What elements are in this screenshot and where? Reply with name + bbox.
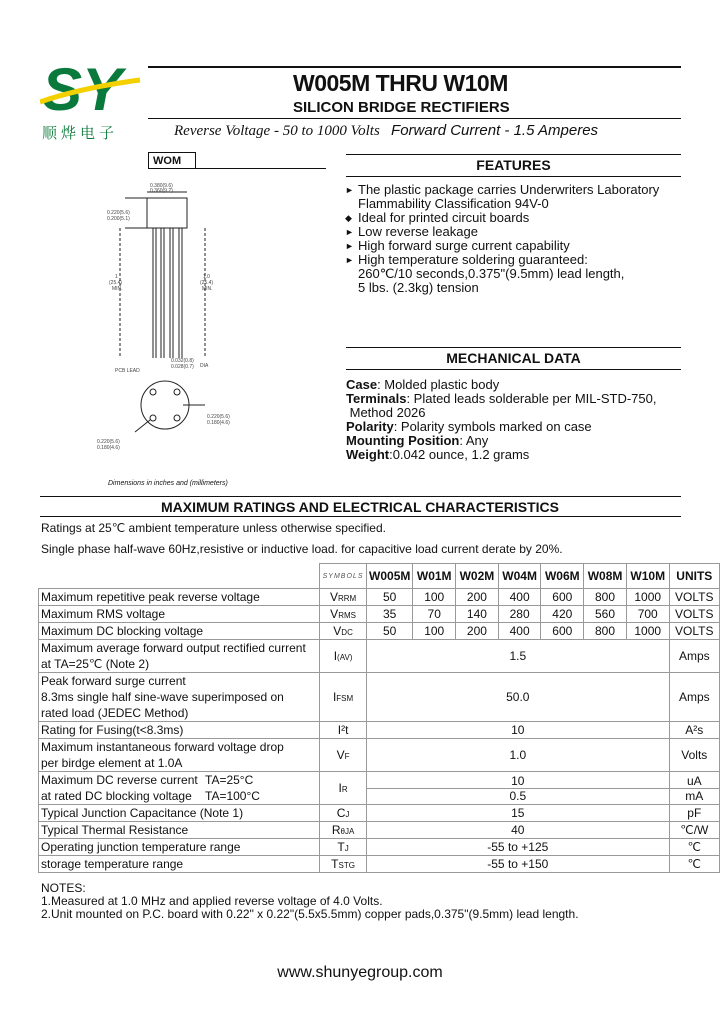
feature-item: Flammability Classification 94V-0 xyxy=(358,196,549,211)
table-row: Maximum repetitive peak reverse voltage VRRM 50 100 200 400 600 800 1000 VOLTS xyxy=(39,589,720,606)
symbols-header: SYMBOLS xyxy=(320,564,367,589)
dim-top-width: 0.380(9.6) xyxy=(150,183,173,189)
package-outline-drawing xyxy=(95,170,320,470)
ratings-heading: MAXIMUM RATINGS AND ELECTRICAL CHARACTERISTICS xyxy=(161,499,559,515)
note-1: 1.Measured at 1.0 MHz and applied reverse voltage of 4.0 Volts. xyxy=(41,894,383,908)
ratings-rule-bottom xyxy=(40,516,681,517)
table-header-row xyxy=(39,564,720,589)
dim-lead-left-3: MIN. xyxy=(112,286,123,292)
features-rule-bottom xyxy=(346,176,681,177)
table-row: Typical Thermal Resistance RθJA 40 ℃/W xyxy=(39,822,720,839)
dim-lead-dia: 0.032(0.8) xyxy=(171,358,194,364)
dim-body-height: 0.220(5.6) xyxy=(107,210,130,216)
page-subtitle: SILICON BRIDGE RECTIFIERS xyxy=(293,99,510,116)
table-row: Peak forward surge current 8.3ms single half sine-wave superimposed on rated load (JEDEC Method) IFSM 50.0 Amps xyxy=(39,673,720,722)
note-2: 2.Unit mounted on P.C. board with 0.22" x 0.22"(5.5x5.5mm) copper pads,0.375"(9.5mm) lead length. xyxy=(41,907,579,921)
footer-url[interactable]: www.shunyegroup.com xyxy=(277,964,443,981)
table-row: Maximum average forward output rectified current at TA=25℃ (Note 2) I(AV) 1.5 Amps xyxy=(39,640,720,673)
dim-pcb-lead: PCB LEAD xyxy=(115,368,140,374)
arrow-bullet-icon: ► xyxy=(345,185,354,195)
feature-item: ◆ Ideal for printed circuit boards xyxy=(345,210,530,225)
feature-item: ► High temperature soldering guaranteed: xyxy=(345,252,588,267)
tagline xyxy=(174,122,598,140)
dim-pin-spacing: 0.220(5.6) xyxy=(207,414,230,420)
dim-lead-left-2: (25.4) xyxy=(109,280,123,286)
feature-item: 260℃/10 seconds,0.375"(9.5mm) lead length, xyxy=(358,266,625,281)
svg-text:SY: SY xyxy=(42,58,123,120)
diamond-bullet-icon: ◆ xyxy=(345,213,352,223)
part-header: W005M xyxy=(367,564,413,589)
feature-item: ► The plastic package carries Underwriters Laboratory xyxy=(345,182,660,197)
feature-item: ► High forward surge current capability xyxy=(345,238,570,253)
mechanical-heading: MECHANICAL DATA xyxy=(446,350,581,366)
dim-top-width-2: 0.360(9.2) xyxy=(150,188,173,194)
dim-lead-right-2: (25.4) xyxy=(200,280,214,286)
table-row: Typical Junction Capacitance (Note 1) CJ 15 pF xyxy=(39,805,720,822)
table-row: Rating for Fusing(t<8.3ms) I²t 10 A²s xyxy=(39,722,720,739)
features-rule-top xyxy=(346,154,681,155)
page-title: W005M THRU W10M xyxy=(293,70,508,96)
table-row: Operating junction temperature range TJ -55 to +125 ℃ xyxy=(39,839,720,856)
tagline-voltage: Reverse Voltage - 50 to 1000 Volts xyxy=(174,123,380,139)
arrow-bullet-icon: ► xyxy=(345,241,354,251)
table-row: Maximum RMS voltage VRMS 35 70 140 280 420 560 700 VOLTS xyxy=(39,606,720,623)
notes xyxy=(41,882,579,921)
feature-item: 5 lbs. (2.3kg) tension xyxy=(358,280,479,295)
dim-body-dia: 0.220(5.6) xyxy=(97,439,120,445)
table-row: Maximum DC blocking voltage VDC 50 100 200 400 600 800 1000 VOLTS xyxy=(39,623,720,640)
mechanical-rule-bottom xyxy=(346,369,681,370)
notes-heading: NOTES: xyxy=(41,881,86,895)
part-header: W04M xyxy=(498,564,541,589)
feature-item: ► Low reverse leakage xyxy=(345,224,478,239)
dim-dia-label: DIA xyxy=(200,363,209,369)
dim-pin-spacing-2: 0.180(4.6) xyxy=(207,420,230,426)
company-logo xyxy=(40,58,145,120)
features-list xyxy=(345,183,659,295)
dimensions-note: Dimensions in inches and (millimeters) xyxy=(108,480,228,487)
dim-lead-right-3: MIN. xyxy=(202,286,213,292)
table-row: Maximum DC reverse current TA=25°C at rated DC blocking voltage TA=100°C IR 10 0.5 uA mA xyxy=(39,772,720,805)
table-row: Maximum instantaneous forward voltage drop per birdge element at 1.0A VF 1.0 Volts xyxy=(39,739,720,772)
package-label: WOM xyxy=(148,152,196,169)
units-header: UNITS xyxy=(669,564,719,589)
part-header: W02M xyxy=(456,564,499,589)
dim-lead-dia-2: 0.028(0.7) xyxy=(171,364,194,370)
dim-lead-right: 1.0 xyxy=(203,274,210,280)
arrow-bullet-icon: ► xyxy=(345,227,354,237)
ratings-table xyxy=(38,563,720,873)
mechanical-rule-top xyxy=(346,347,681,348)
features-heading: FEATURES xyxy=(476,157,551,173)
table-row: storage temperature range TSTG -55 to +150 ℃ xyxy=(39,856,720,873)
arrow-bullet-icon: ► xyxy=(345,255,354,265)
mechanical-data: Case: Molded plastic body Terminals: Plated leads solderable per MIL-STD-750, Method 2026 Polarity: Polarity symbols marked on case Mounting Position: Any Weight:0.042 ounce, 1.2 grams xyxy=(346,377,657,462)
package-rule xyxy=(148,168,326,169)
tagline-current: Forward Current - 1.5 Amperes xyxy=(391,122,599,139)
dim-body-height-2: 0.200(5.1) xyxy=(107,216,130,222)
part-header: W10M xyxy=(626,564,669,589)
dim-lead-left: 1 xyxy=(115,274,118,280)
part-header: W06M xyxy=(541,564,584,589)
part-header: W08M xyxy=(584,564,627,589)
company-name-chinese: 顺烨电子 xyxy=(42,124,119,142)
ratings-note-2: Single phase half-wave 60Hz,resistive or inductive load. for capacitive load current derate by 20%. xyxy=(41,542,563,556)
header-rule xyxy=(148,66,681,68)
ratings-rule-top xyxy=(40,496,681,497)
dim-body-dia-2: 0.180(4.6) xyxy=(97,445,120,451)
part-header: W01M xyxy=(413,564,456,589)
ratings-note-1: Ratings at 25℃ ambient temperature unless otherwise specified. xyxy=(41,521,386,535)
subtitle-rule xyxy=(148,118,681,119)
